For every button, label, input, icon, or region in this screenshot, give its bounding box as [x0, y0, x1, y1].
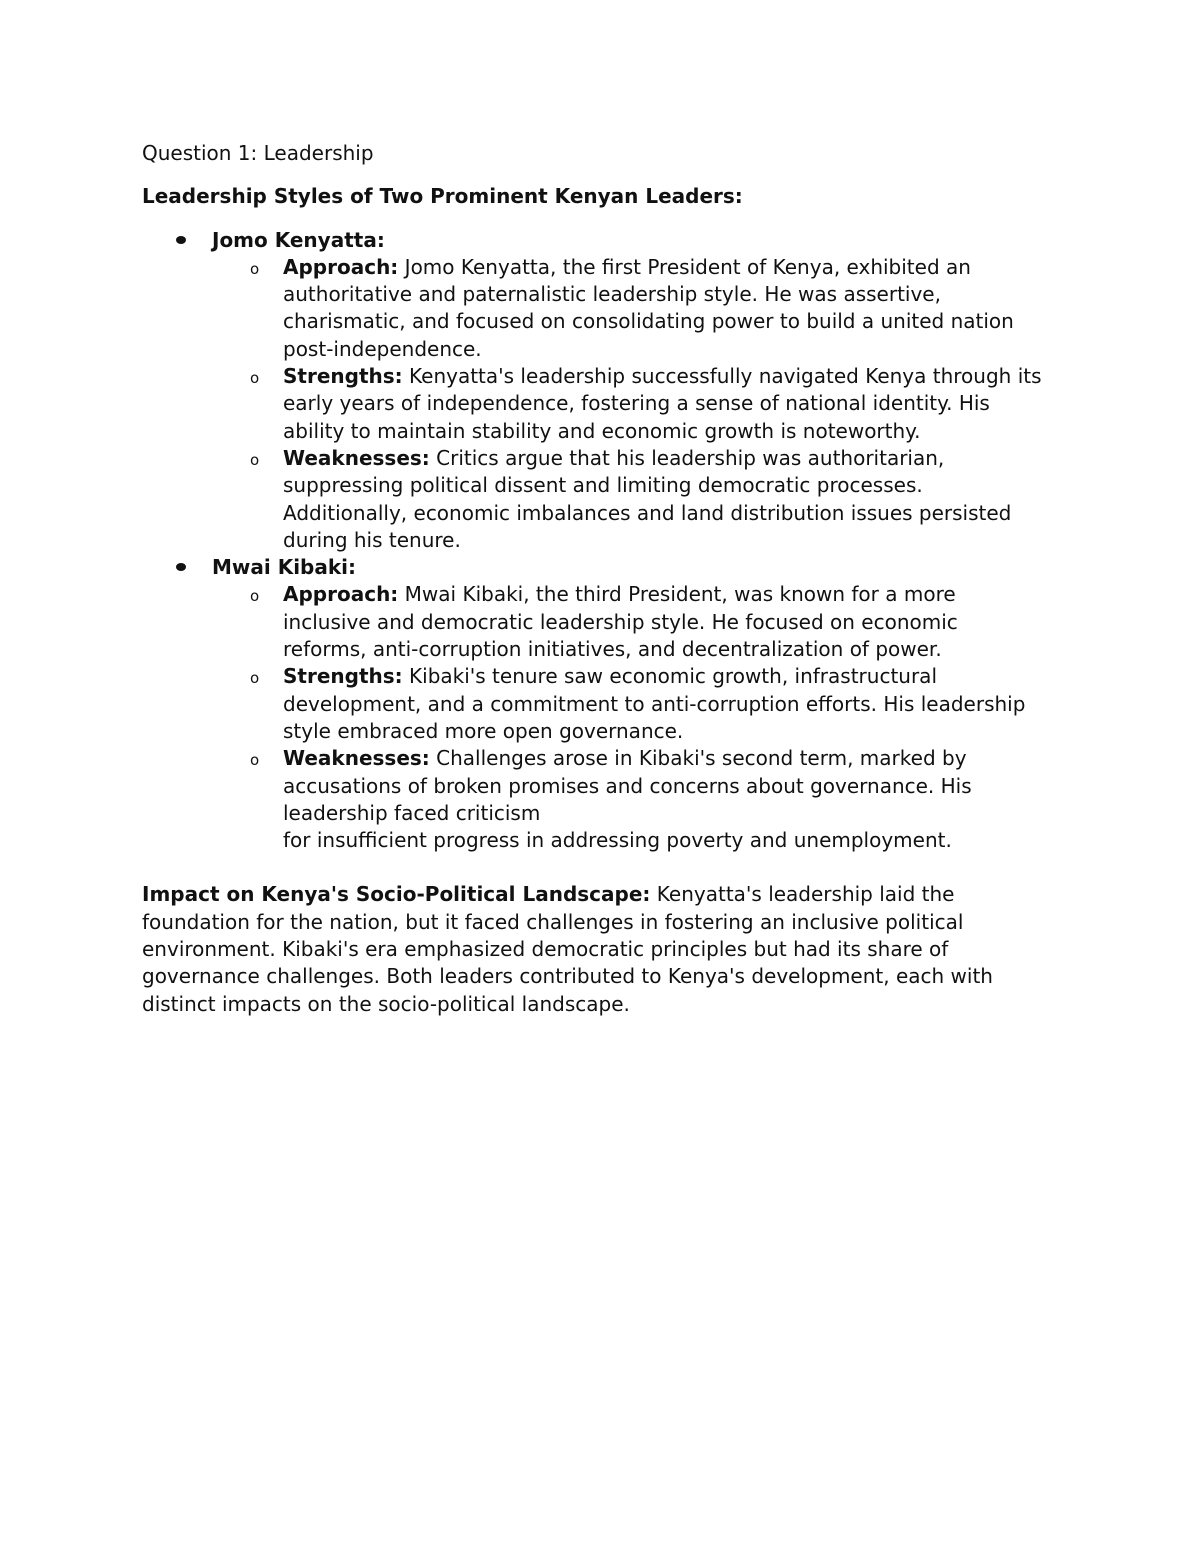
sub-bullet-icon: o	[250, 751, 260, 770]
leader-points-list	[212, 581, 1042, 854]
leaders-list	[142, 227, 1042, 855]
impact-text: Kenyatta's leadership laid the foundation for the nation, but it faced challenges in fostering an inclusive political environment. Kibaki's era emphasized democratic principles but had its share of governance challenges. Both leaders contributed to Kenya's development, each with distinct impacts on the socio-political landscape.	[142, 882, 993, 1016]
point-label: Strengths:	[283, 664, 403, 689]
sub-bullet-icon: o	[250, 259, 260, 278]
sub-bullet-icon: o	[250, 450, 260, 469]
point-text: Mwai Kibaki, the third President, was known for a more inclusive and democratic leadership style. He focused on economic reforms, anti-corruption initiatives, and decentralization of power.	[283, 582, 958, 662]
point-text-continued: for insufficient progress in addressing poverty and unemployment.	[283, 828, 952, 853]
point-paragraph	[283, 581, 1043, 663]
point-text: Challenges arose in Kibaki's second term, marked by accusations of broken promises and concerns about governance. His leadership faced criticism	[283, 746, 972, 825]
bullet-icon	[176, 563, 186, 571]
point-text: Kibaki's tenure saw economic growth, infrastructural development, and a commitment to anti-corruption efforts. His leadership style embraced more open governance.	[283, 664, 1026, 743]
sub-bullet-icon: o	[250, 587, 260, 606]
bullet-icon	[176, 236, 186, 244]
point-label: Approach:	[283, 582, 399, 607]
sub-bullet-icon: o	[250, 669, 260, 688]
sub-bullet-icon: o	[250, 369, 260, 388]
leader-point	[212, 581, 1042, 663]
point-text: Jomo Kenyatta, the first President of Kenya, exhibited an authoritative and paternalistic leadership style. He was assertive, charismatic, and focused on consolidating power to build a united nation post-independence.	[283, 254, 1014, 361]
point-label: Weaknesses:	[283, 445, 430, 470]
point-paragraph	[283, 363, 1043, 445]
leader-point	[212, 445, 1042, 554]
point-paragraph	[283, 445, 1043, 554]
point-label: Weaknesses:	[283, 746, 430, 771]
point-label: Approach:	[283, 254, 399, 279]
leader-points-list	[212, 254, 1042, 554]
point-text: Kenyatta's leadership successfully navigated Kenya through its early years of independence, fostering a sense of national identity. His ability to maintain stability and economic growth is noteworthy.	[283, 364, 1042, 443]
leader-point	[212, 663, 1042, 745]
document-body	[142, 140, 1042, 1018]
impact-paragraph	[142, 881, 1042, 1017]
leader-name: Mwai Kibaki:	[212, 555, 357, 580]
section-heading: Leadership Styles of Two Prominent Kenyan Leaders:	[142, 184, 743, 209]
point-paragraph	[283, 745, 1043, 827]
point-paragraph	[283, 254, 1043, 363]
leader-item	[142, 554, 1042, 854]
leader-name: Jomo Kenyatta:	[212, 227, 385, 252]
leader-item	[142, 227, 1042, 555]
leader-point	[212, 363, 1042, 445]
point-paragraph	[283, 663, 1043, 745]
leader-point	[212, 745, 1042, 854]
question-title: Question 1: Leadership	[142, 141, 374, 165]
impact-label: Impact on Kenya's Socio-Political Landscape:	[142, 882, 651, 907]
point-text: Critics argue that his leadership was authoritarian, suppressing political dissent and limiting democratic processes. Additionally, economic imbalances and land distribution issues persisted during his tenure.	[283, 445, 1012, 552]
point-label: Strengths:	[283, 364, 403, 389]
leader-point	[212, 254, 1042, 363]
